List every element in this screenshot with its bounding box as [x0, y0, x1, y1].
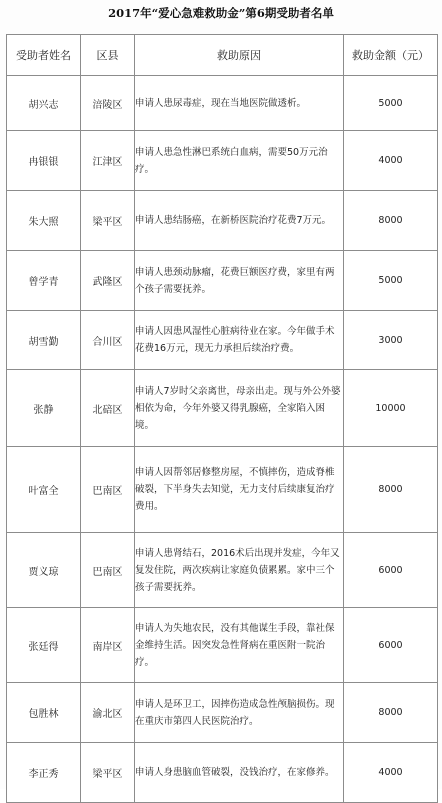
- table-row: [7, 608, 438, 683]
- recipient-reason: 申请人患颈动脉瘤，花费巨额医疗费，家里有两个孩子需要抚养。: [135, 251, 344, 311]
- recipient-name: 包胜林: [7, 683, 81, 743]
- header-name: 受助者姓名: [7, 35, 81, 76]
- header-reason: 救助原因: [135, 35, 344, 76]
- recipient-name: 曾学青: [7, 251, 81, 311]
- recipient-district: 巴南区: [81, 447, 135, 533]
- recipient-district: 南岸区: [81, 608, 135, 683]
- table-row: [7, 251, 438, 311]
- recipient-district: 梁平区: [81, 743, 135, 803]
- recipient-district: 梁平区: [81, 191, 135, 251]
- table-row: [7, 683, 438, 743]
- recipient-district: 武隆区: [81, 251, 135, 311]
- recipient-name: 张静: [7, 370, 81, 447]
- recipients-table: [6, 34, 438, 803]
- recipient-amount: 8000: [344, 191, 438, 251]
- recipient-amount: 8000: [344, 683, 438, 743]
- recipient-reason: 申请人7岁时父亲离世，母亲出走。现与外公外婆相依为命，今年外婆又得乳腺癌，全家陷入困境。: [135, 370, 344, 447]
- header-district: 区县: [81, 35, 135, 76]
- recipient-name: 胡雪勤: [7, 311, 81, 370]
- recipient-reason: 申请人身患脑血管破裂，没钱治疗，在家修养。: [135, 743, 344, 803]
- recipient-name: 朱大照: [7, 191, 81, 251]
- recipient-district: 巴南区: [81, 533, 135, 608]
- recipient-amount: 8000: [344, 447, 438, 533]
- recipient-amount: 6000: [344, 608, 438, 683]
- table-row: [7, 533, 438, 608]
- table-row: [7, 76, 438, 131]
- recipient-reason: 申请人患尿毒症，现在当地医院做透析。: [135, 76, 344, 131]
- recipient-amount: 3000: [344, 311, 438, 370]
- header-amount: 救助金额（元）: [344, 35, 438, 76]
- table-row: [7, 370, 438, 447]
- table-row: [7, 191, 438, 251]
- recipient-amount: 4000: [344, 743, 438, 803]
- recipient-reason: 申请人为失地农民，没有其他谋生手段，靠社保金维持生活。因突发急性肾病在重医附一院治疗。: [135, 608, 344, 683]
- table-row: [7, 447, 438, 533]
- recipient-name: 贾义琼: [7, 533, 81, 608]
- page-title: 2017年“爱心急难救助金”第6期受助者名单: [108, 6, 334, 20]
- recipient-amount: 10000: [344, 370, 438, 447]
- table-header-row: [7, 35, 438, 76]
- table-row: [7, 743, 438, 803]
- recipient-reason: 申请人患肾结石，2016术后出现并发症，今年又复发住院，两次疾病让家庭负债累累。家中三个孩子需要抚养。: [135, 533, 344, 608]
- recipient-amount: 6000: [344, 533, 438, 608]
- table-row: [7, 311, 438, 370]
- recipient-name: 胡兴志: [7, 76, 81, 131]
- recipient-reason: 申请人因帮邻居修整房屋，不慎摔伤，造成脊椎破裂，下半身失去知觉，无力支付后续康复治疗费用。: [135, 447, 344, 533]
- recipient-reason: 申请人因患风湿性心脏病待业在家。今年做手术花费16万元，现无力承担后续治疗费。: [135, 311, 344, 370]
- recipient-amount: 5000: [344, 76, 438, 131]
- recipient-district: 渝北区: [81, 683, 135, 743]
- recipient-district: 涪陵区: [81, 76, 135, 131]
- recipient-amount: 5000: [344, 251, 438, 311]
- recipient-name: 张廷得: [7, 608, 81, 683]
- recipient-reason: 申请人患结肠癌，在新桥医院治疗花费7万元。: [135, 191, 344, 251]
- recipient-name: 冉银银: [7, 131, 81, 191]
- recipient-name: 叶富全: [7, 447, 81, 533]
- recipient-district: 北碚区: [81, 370, 135, 447]
- recipient-district: 合川区: [81, 311, 135, 370]
- table-row: [7, 131, 438, 191]
- recipient-reason: 申请人患急性淋巴系统白血病，需要50万元治疗。: [135, 131, 344, 191]
- recipient-reason: 申请人是环卫工，因摔伤造成急性颅脑损伤。现在重庆市第四人民医院治疗。: [135, 683, 344, 743]
- recipient-name: 李正秀: [7, 743, 81, 803]
- recipient-district: 江津区: [81, 131, 135, 191]
- recipient-amount: 4000: [344, 131, 438, 191]
